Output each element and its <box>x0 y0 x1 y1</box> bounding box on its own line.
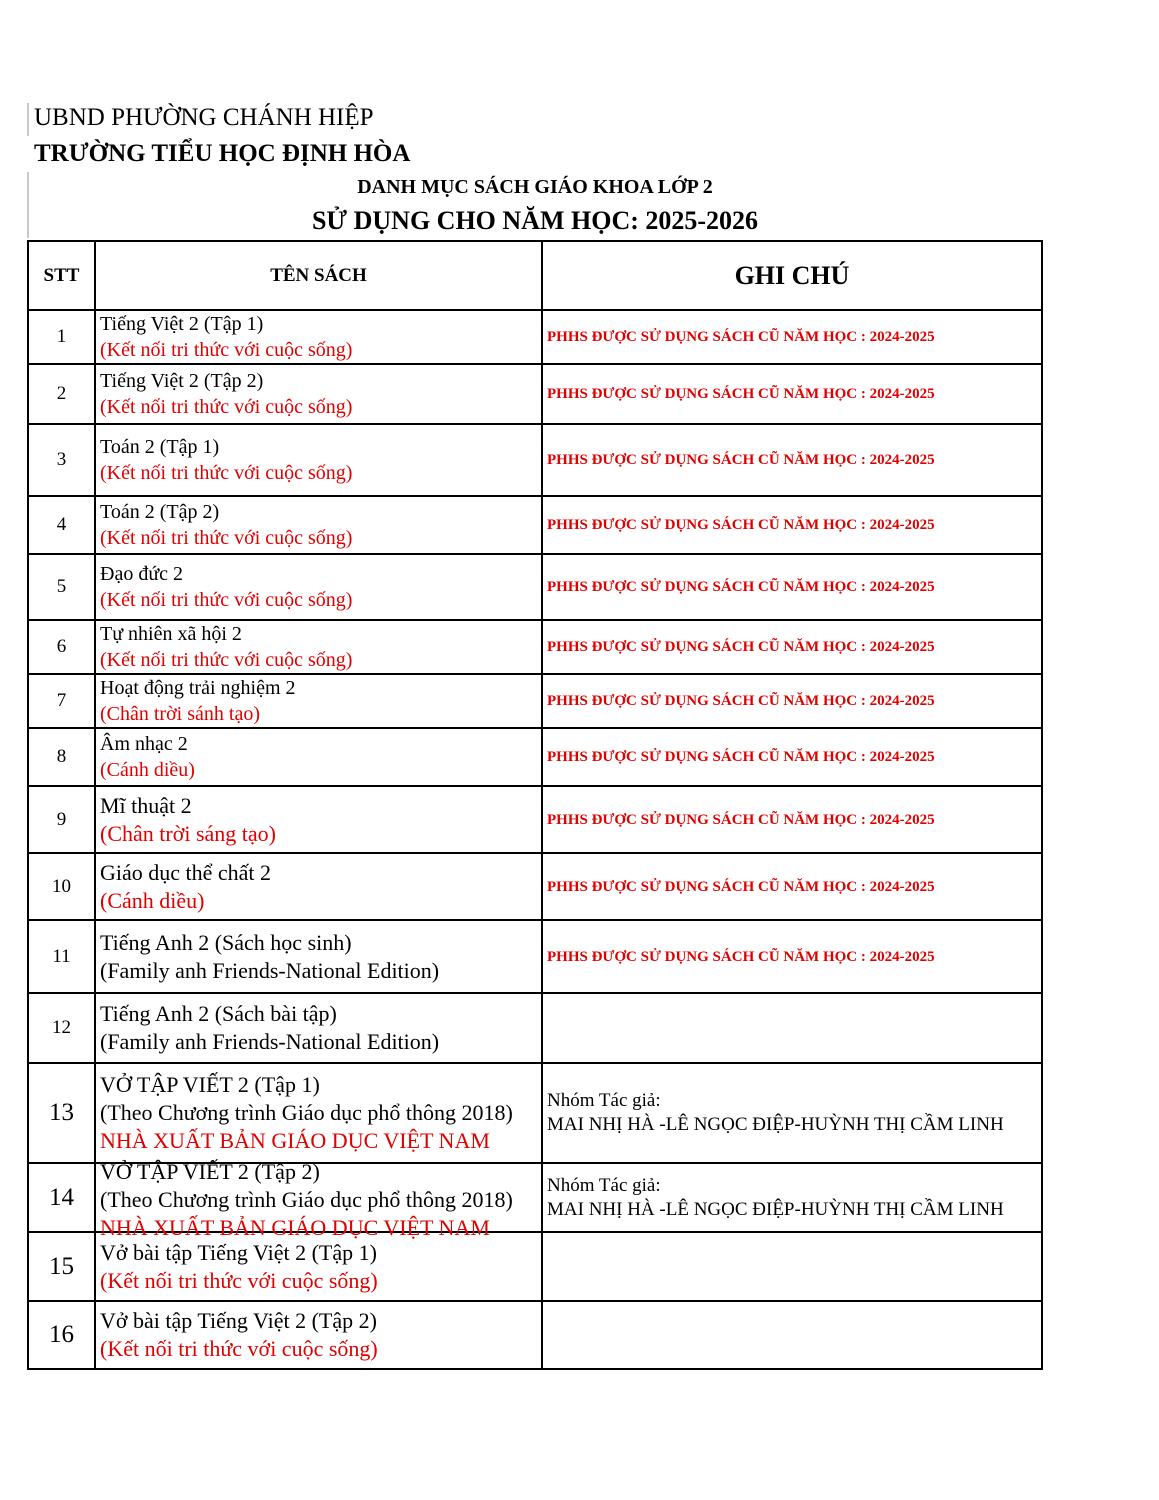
book-title: Tiếng Anh 2 (Sách bài tập) <box>100 1001 337 1026</box>
row-number: 10 <box>28 853 95 920</box>
book-title: Vở bài tập Tiếng Việt 2 (Tập 2) <box>100 1308 377 1333</box>
note-authors: MAI NHỊ HÀ -LÊ NGỌC ĐIỆP-HUỲNH THỊ CẦM LINH <box>547 1198 1004 1220</box>
table-row <box>28 310 1042 364</box>
book-title: Hoạt động trải nghiệm 2 <box>100 677 296 699</box>
note-text: PHHS ĐƯỢC SỬ DỤNG SÁCH CŨ NĂM HỌC : 2024-2025 <box>547 579 935 595</box>
book-title: Toán 2 (Tập 1) <box>100 436 220 458</box>
note-cell <box>542 728 1042 786</box>
book-publisher: (Kết nối tri thức với cuộc sống) <box>100 462 353 484</box>
table-header-row <box>28 241 1042 310</box>
book-title: Tiếng Việt 2 (Tập 2) <box>100 370 264 392</box>
column-header-note: GHI CHÚ <box>542 241 1042 310</box>
book-cell <box>95 310 542 364</box>
table-row <box>28 920 1042 993</box>
table-row <box>28 993 1042 1063</box>
row-number: 4 <box>28 496 95 554</box>
note-cell <box>542 1301 1042 1369</box>
row-number: 8 <box>28 728 95 786</box>
column-header-name: TÊN SÁCH <box>95 241 542 310</box>
note-text: PHHS ĐƯỢC SỬ DỤNG SÁCH CŨ NĂM HỌC : 2024-2025 <box>547 517 935 533</box>
note-text: PHHS ĐƯỢC SỬ DỤNG SÁCH CŨ NĂM HỌC : 2024-2025 <box>547 948 935 965</box>
book-subtitle: (Family anh Friends-National Edition) <box>100 957 440 983</box>
row-number: 14 <box>28 1163 95 1232</box>
book-title: Tiếng Việt 2 (Tập 1) <box>100 313 264 335</box>
row-number: 11 <box>28 920 95 993</box>
book-publisher: (Kết nối tri thức với cuộc sống) <box>100 589 353 611</box>
book-publisher: (Chân trời sánh tạo) <box>100 703 260 725</box>
book-title: Mĩ thuật 2 <box>100 792 192 818</box>
book-cell <box>95 1159 542 1240</box>
note-text: PHHS ĐƯỢC SỬ DỤNG SÁCH CŨ NĂM HỌC : 2024-2025 <box>547 811 935 828</box>
book-subtitle: (Theo Chương trình Giáo dục phổ thông 2018) <box>100 1100 513 1125</box>
row-number: 13 <box>28 1063 95 1163</box>
note-cell <box>542 853 1042 920</box>
book-title: Âm nhạc 2 <box>100 733 188 755</box>
book-cell <box>95 786 542 853</box>
book-cell <box>95 1063 542 1163</box>
row-number: 1 <box>28 310 95 364</box>
book-publisher: NHÀ XUẤT BẢN GIÁO DỤC VIỆT NAM <box>100 1128 490 1153</box>
book-publisher: (Kết nối tri thức với cuộc sống) <box>100 339 353 361</box>
note-cell <box>542 496 1042 554</box>
book-title: Vở bài tập Tiếng Việt 2 (Tập 1) <box>100 1239 377 1265</box>
book-cell <box>95 1301 542 1369</box>
note-text: PHHS ĐƯỢC SỬ DỤNG SÁCH CŨ NĂM HỌC : 2024-2025 <box>547 386 935 402</box>
note-cell <box>542 364 1042 424</box>
table-row <box>28 554 1042 620</box>
book-cell <box>95 424 542 496</box>
note-label: Nhóm Tác giả: <box>547 1090 661 1111</box>
row-number: 15 <box>28 1232 95 1301</box>
book-cell <box>95 364 542 424</box>
note-text: PHHS ĐƯỢC SỬ DỤNG SÁCH CŨ NĂM HỌC : 2024-2025 <box>547 329 935 345</box>
book-cell <box>95 554 542 620</box>
book-publisher: (Cánh diều) <box>100 887 205 913</box>
book-cell <box>95 674 542 728</box>
book-publisher: NHÀ XUẤT BẢN GIÁO DỤC VIỆT NAM <box>100 1215 490 1240</box>
note-label: Nhóm Tác giả: <box>547 1174 661 1196</box>
book-publisher: (Kết nối tri thức với cuộc sống) <box>100 1267 378 1293</box>
table-row <box>28 424 1042 496</box>
table-row <box>28 674 1042 728</box>
column-header-stt: STT <box>28 241 95 310</box>
row-number: 16 <box>28 1301 95 1369</box>
book-cell <box>95 496 542 554</box>
book-publisher: (Kết nối tri thức với cuộc sống) <box>100 396 353 418</box>
row-number: 6 <box>28 620 95 674</box>
row-number: 2 <box>28 364 95 424</box>
book-publisher: (Cánh diều) <box>100 759 195 781</box>
table-row <box>28 728 1042 786</box>
book-subtitle: (Family anh Friends-National Edition) <box>100 1029 440 1054</box>
book-title: VỞ TẬP VIẾT 2 (Tập 1) <box>100 1072 320 1097</box>
note-text: PHHS ĐƯỢC SỬ DỤNG SÁCH CŨ NĂM HỌC : 2024-2025 <box>547 878 935 895</box>
row-number: 5 <box>28 554 95 620</box>
book-title: Giáo dục thể chất 2 <box>100 859 272 885</box>
book-cell <box>95 993 542 1063</box>
note-text: PHHS ĐƯỢC SỬ DỤNG SÁCH CŨ NĂM HỌC : 2024-2025 <box>547 639 935 655</box>
note-cell <box>542 674 1042 728</box>
left-margin-bar <box>27 103 29 136</box>
note-text: PHHS ĐƯỢC SỬ DỤNG SÁCH CŨ NĂM HỌC : 2024-2025 <box>547 452 935 468</box>
note-cell <box>542 1063 1042 1163</box>
table-row <box>28 1163 1042 1232</box>
table-row <box>28 853 1042 920</box>
note-text: PHHS ĐƯỢC SỬ DỤNG SÁCH CŨ NĂM HỌC : 2024-2025 <box>547 693 935 709</box>
note-cell <box>542 1232 1042 1301</box>
table-row <box>28 1232 1042 1301</box>
book-title: Tiếng Anh 2 (Sách học sinh) <box>100 929 352 955</box>
book-title: VỞ TẬP VIẾT 2 (Tập 2) <box>100 1159 320 1184</box>
table-row <box>28 786 1042 853</box>
book-publisher: (Kết nối tri thức với cuộc sống) <box>100 1336 378 1361</box>
table-row <box>28 620 1042 674</box>
book-title: Toán 2 (Tập 2) <box>100 501 220 523</box>
note-cell <box>542 554 1042 620</box>
book-cell <box>95 920 542 993</box>
book-publisher: (Chân trời sáng tạo) <box>100 820 276 846</box>
row-number: 9 <box>28 786 95 853</box>
book-cell <box>95 728 542 786</box>
book-title: Đạo đức 2 <box>100 563 184 585</box>
book-publisher: (Kết nối tri thức với cuộc sống) <box>100 527 353 549</box>
book-cell <box>95 853 542 920</box>
textbook-table <box>27 240 1043 1370</box>
document-subtitle: SỬ DỤNG CHO NĂM HỌC: 2025-2026 <box>311 206 759 235</box>
table-row <box>28 496 1042 554</box>
book-title: Tự nhiên xã hội 2 <box>100 623 242 645</box>
row-number: 3 <box>28 424 95 496</box>
note-cell <box>542 424 1042 496</box>
table-row <box>28 1063 1042 1163</box>
note-text: PHHS ĐƯỢC SỬ DỤNG SÁCH CŨ NĂM HỌC : 2024-2025 <box>547 749 935 765</box>
row-number: 7 <box>28 674 95 728</box>
document-title: DANH MỤC SÁCH GIÁO KHOA LỚP 2 <box>357 176 713 198</box>
note-authors: MAI NHỊ HÀ -LÊ NGỌC ĐIỆP-HUỲNH THỊ CẦM LINH <box>547 1114 1004 1135</box>
table-row <box>28 1301 1042 1369</box>
note-cell <box>542 1163 1042 1232</box>
note-cell <box>542 620 1042 674</box>
table-row <box>28 364 1042 424</box>
row-number: 12 <box>28 993 95 1063</box>
book-cell <box>95 1232 542 1301</box>
note-cell <box>542 920 1042 993</box>
note-cell <box>542 993 1042 1063</box>
ward-name: UBND PHƯỜNG CHÁNH HIỆP <box>34 104 374 131</box>
note-cell <box>542 310 1042 364</box>
book-publisher: (Kết nối tri thức với cuộc sống) <box>100 649 353 671</box>
note-cell <box>542 786 1042 853</box>
book-subtitle: (Theo Chương trình Giáo dục phổ thông 2018) <box>100 1187 513 1212</box>
school-name: TRƯỜNG TIỂU HỌC ĐỊNH HÒA <box>34 140 411 167</box>
book-cell <box>95 620 542 674</box>
